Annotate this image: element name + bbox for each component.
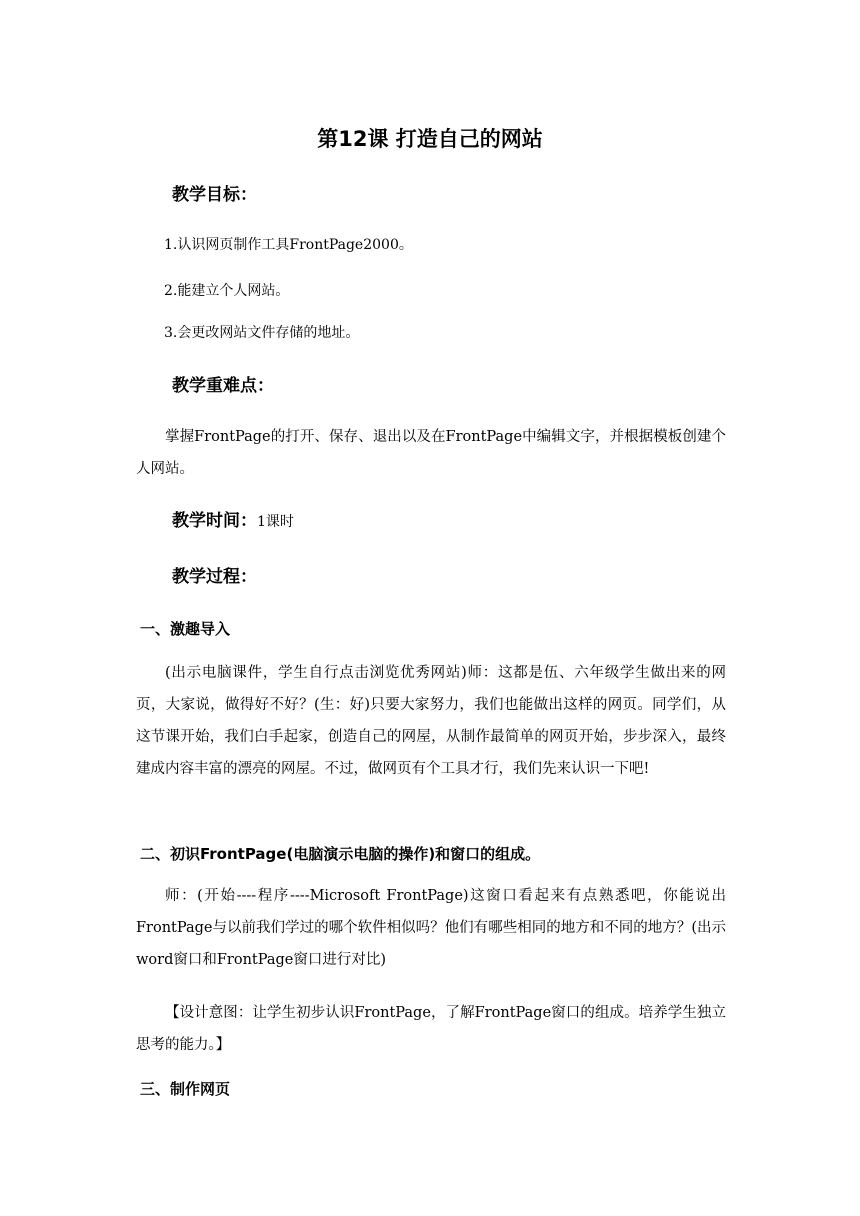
goal-item-2: 2.能建立个人网站。 xyxy=(164,283,290,299)
time-row xyxy=(172,509,294,534)
time-value: 1课时 xyxy=(257,514,294,530)
goal-item-1: 1.认识网页制作工具FrontPage2000。 xyxy=(164,237,413,253)
section-heading-2: 二、初识FrontPage(电脑演示电脑的操作)和窗口的组成。 xyxy=(140,845,541,863)
goal-item-3: 3.会更改网站文件存储的地址。 xyxy=(164,325,360,341)
section-2-paragraph-1: 师：(开始----程序----Microsoft FrontPage)这窗口看起来有点熟悉吧，你能说出FrontPage与以前我们学过的哪个软件相似吗？他们有哪些相同的地方和不同的地方？(出示word窗口和FrontPage窗口进行对比) xyxy=(136,888,726,968)
key-points-text: 掌握FrontPage的打开、保存、退出以及在FrontPage中编辑文字，并根据模板创建个人网站。 xyxy=(136,429,726,477)
section-heading-3: 三、制作网页 xyxy=(140,1080,231,1098)
time-heading: 教学时间： xyxy=(172,511,257,531)
section-1-paragraph: (出示电脑课件，学生自行点击浏览优秀网站)师：这都是伍、六年级学生做出来的网页，大家说，做得好不好？(生：好)只要大家努力，我们也能做出这样的网页。同学们，从这节课开始，我们白手起家，创造自己的网屋，从制作最简单的网页开始，步步深入，最终建成内容丰富的漂亮的网屋。不过，做网页有个工具才行，我们先来认识一下吧! xyxy=(136,665,726,777)
key-points-heading: 教学重难点： xyxy=(172,376,274,396)
lesson-title: 第12课 打造自己的网站 xyxy=(317,127,543,151)
process-heading: 教学过程： xyxy=(172,567,257,587)
section-2-paragraph-2: 【设计意图：让学生初步认识FrontPage，了解FrontPage窗口的组成。培养学生独立思考的能力。】 xyxy=(136,1005,726,1053)
goals-heading: 教学目标： xyxy=(172,185,257,205)
section-heading-1: 一、激趣导入 xyxy=(140,620,231,638)
